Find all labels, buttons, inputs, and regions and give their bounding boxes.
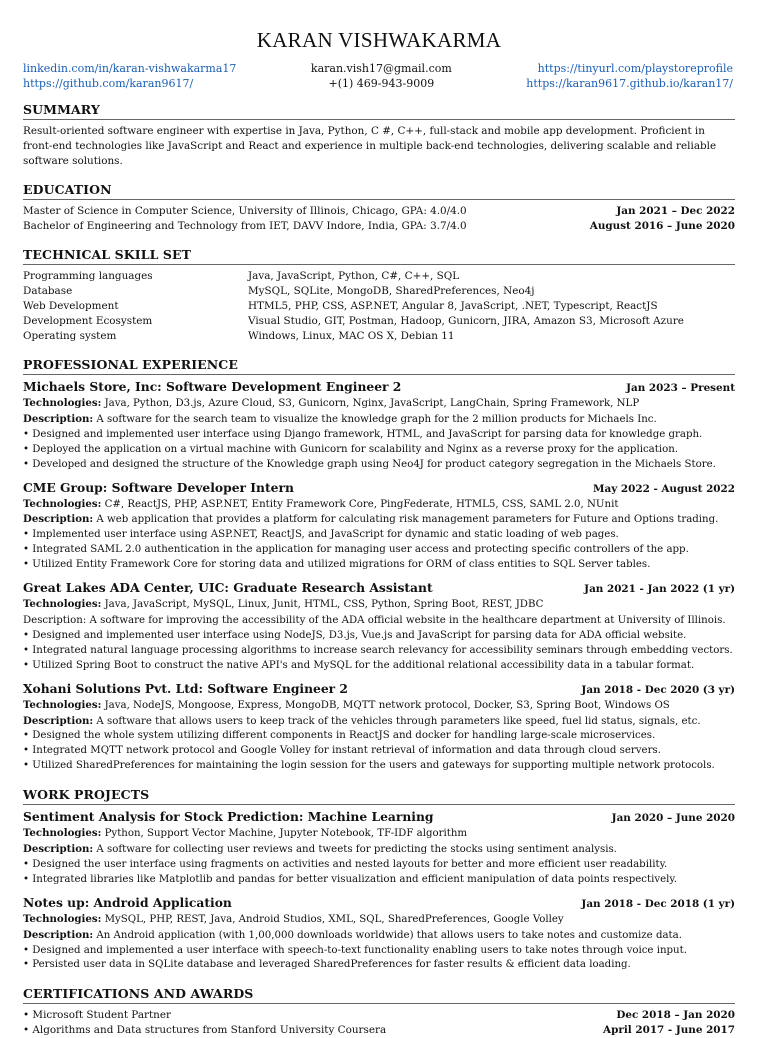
education-item xyxy=(23,219,735,234)
skill-value: Visual Studio, GIT, Postman, Hadoop, Gunicorn, JIRA, Amazon S3, Microsoft Azure xyxy=(248,315,684,327)
technologies-label: Technologies: xyxy=(23,497,102,510)
job-header xyxy=(23,681,735,698)
description-label: Description: xyxy=(23,928,94,941)
education-item xyxy=(23,204,735,219)
job-date: Jan 2018 - Dec 2020 (3 yr) xyxy=(581,683,735,696)
project-description xyxy=(23,928,735,944)
skill-label: Development Ecosystem xyxy=(23,315,153,327)
technologies-text: Java, Python, D3.js, Azure Cloud, S3, Gunicorn, Nginx, JavaScript, LangChain, Spring Framework, NLP xyxy=(101,398,640,409)
project-title: Notes up: Android Application xyxy=(23,894,232,910)
job-header xyxy=(23,480,735,497)
email-text: karan.vish17@gmail.com xyxy=(310,62,452,75)
job-title: CME Group: Software Developer Intern xyxy=(23,479,294,495)
project-date: Jan 2018 - Dec 2018 (1 yr) xyxy=(581,897,735,910)
project-technologies xyxy=(23,912,735,928)
description-label: Description: xyxy=(23,412,94,425)
project-technologies xyxy=(23,826,735,842)
linkedin-link[interactable]: linkedin.com/in/karan-vishwakarma17 xyxy=(23,62,237,75)
job-bullet: • Utilized SharedPreferences for maintaining the login session for the users and gateways for supporting multiple network protocols. xyxy=(23,760,715,772)
job-entry xyxy=(23,580,735,674)
skill-row xyxy=(23,314,735,329)
projects-heading: WORK PROJECTS xyxy=(23,787,735,805)
job-title: Michaels Store, Inc: Software Development Engineer 2 xyxy=(23,379,402,394)
skills-list xyxy=(23,269,735,344)
job-technologies xyxy=(23,698,735,714)
job-bullet: • Integrated SAML 2.0 authentication in the application for managing user access and protecting specific controllers of the app. xyxy=(23,544,689,556)
project-header xyxy=(23,895,735,912)
skill-row xyxy=(23,299,735,314)
resume-page xyxy=(23,28,735,1038)
skill-label: Programming languages xyxy=(23,270,153,282)
job-date: Jan 2023 – Present xyxy=(626,382,735,394)
project-header xyxy=(23,809,735,826)
summary-heading: SUMMARY xyxy=(23,102,735,120)
candidate-name: KARAN VISHWAKARMA xyxy=(256,28,502,52)
technologies-label: Technologies: xyxy=(23,827,102,840)
experience-heading: PROFESSIONAL EXPERIENCE xyxy=(23,357,735,375)
education-degree: Master of Science in Computer Science, University of Illinois, Chicago, GPA: 4.0/4.0 xyxy=(23,205,467,217)
technologies-label: Technologies: xyxy=(23,698,102,711)
contact-middle xyxy=(311,62,452,91)
job-bullet: • Integrated MQTT network protocol and Google Volley for instant retrieval of information and data through cloud servers. xyxy=(23,745,661,757)
job-description xyxy=(23,412,735,428)
job-bullet: • Integrated natural language processing algorithms to increase search relevancy for accessibility seminars through embedding vectors. xyxy=(23,644,733,656)
project-bullet: • Designed the user interface using fragments on activities and nested layouts for better and more efficient user readability. xyxy=(23,858,668,870)
job-technologies xyxy=(23,597,735,613)
project-entry xyxy=(23,809,735,888)
job-title: Xohani Solutions Pvt. Ltd: Software Engineer 2 xyxy=(23,680,348,696)
contact-left xyxy=(23,62,236,91)
education-date: August 2016 – June 2020 xyxy=(589,220,735,232)
job-description xyxy=(23,613,735,629)
skill-label: Operating system xyxy=(23,330,117,342)
education-heading: EDUCATION xyxy=(23,182,735,200)
description-label: Description: xyxy=(23,513,94,526)
playstore-link[interactable]: https://tinyurl.com/playstoreprofile xyxy=(537,62,733,75)
skill-label: Web Development xyxy=(23,300,119,312)
certifications-heading: CERTIFICATIONS AND AWARDS xyxy=(23,986,735,1004)
job-entry xyxy=(23,480,735,574)
job-header xyxy=(23,379,735,396)
job-bullet: • Implemented user interface using ASP.NET, ReactJS, and JavaScript for dynamic and static loading of web pages. xyxy=(23,529,619,541)
project-bullet: • Persisted user data in SQLite database and leveraged SharedPreferences for faster results & efficient data loading. xyxy=(23,959,631,971)
project-bullet: • Integrated libraries like Matplotlib and pandas for better visualization and efficient manipulation of data points respectively. xyxy=(23,873,678,885)
description-text: An Android application (with 1,00,000 downloads worldwide) that allows users to take notes and customize data. xyxy=(93,929,682,941)
job-entry xyxy=(23,379,735,473)
project-description xyxy=(23,842,735,858)
job-bullet: • Designed the whole system utilizing different components in ReactJS and docker for handling large-scale microservices. xyxy=(23,730,656,742)
skill-value: Java, JavaScript, Python, C#, C++, SQL xyxy=(248,270,460,282)
job-description xyxy=(23,512,735,528)
certification-text: • Algorithms and Data structures from Stanford University Coursera xyxy=(23,1024,387,1037)
skill-row xyxy=(23,329,735,344)
project-entry xyxy=(23,895,735,974)
description-text: A web application that provides a platform for calculating risk management parameters for Future and Options trading. xyxy=(93,514,719,526)
description-text: A software for collecting user reviews and tweets for predicting the stocks using sentiment analysis. xyxy=(93,844,617,856)
github-link[interactable]: https://github.com/karan9617/ xyxy=(23,76,194,90)
job-bullet: • Utilized Entity Framework Core for storing data and utilized migrations for ORM of class entities to SQL Server tables. xyxy=(23,559,651,571)
skills-heading: TECHNICAL SKILL SET xyxy=(23,247,735,265)
skill-value: MySQL, SQLite, MongoDB, SharedPreferences, Neo4j xyxy=(248,285,535,297)
job-bullet: • Developed and designed the structure of the Knowledge graph using Neo4J for product category segregation in the Michaels Store. xyxy=(23,458,716,470)
technologies-text: Python, Support Vector Machine, Jupyter Notebook, TF-IDF algorithm xyxy=(101,828,468,840)
skill-row xyxy=(23,269,735,284)
project-title: Sentiment Analysis for Stock Prediction: Machine Learning xyxy=(23,809,434,825)
certification-item xyxy=(23,1023,735,1038)
project-date: Jan 2020 – June 2020 xyxy=(611,812,735,825)
job-date: May 2022 - August 2022 xyxy=(593,482,735,495)
skill-row xyxy=(23,284,735,299)
job-title: Great Lakes ADA Center, UIC: Graduate Research Assistant xyxy=(23,580,433,596)
skill-value: HTML5, PHP, CSS, ASP.NET, Angular 8, JavaScript, .NET, Typescript, ReactJS xyxy=(248,300,658,312)
certifications-list xyxy=(23,1008,735,1038)
portfolio-link[interactable]: https://karan9617.github.io/karan17/ xyxy=(526,76,733,90)
job-header xyxy=(23,580,735,597)
description-label: Description: xyxy=(23,843,94,856)
job-bullet: • Utilized Spring Boot to construct the native API's and MySQL for the additional relational accessibility data in a tabular format. xyxy=(23,659,695,671)
job-description xyxy=(23,714,735,730)
skill-label: Database xyxy=(23,285,73,297)
technologies-text: Java, JavaScript, MySQL, Linux, Junit, HTML, CSS, Python, Spring Boot, REST, JDBC xyxy=(101,599,544,611)
job-date: Jan 2021 - Jan 2022 (1 yr) xyxy=(584,583,735,596)
technologies-text: C#, ReactJS, PHP, ASP.NET, Entity Framework Core, PingFederate, HTML5, CSS, SAML 2.0, NUnit xyxy=(101,498,619,510)
phone-text: +(1) 469-943-9009 xyxy=(328,76,435,90)
summary-text: Result-oriented software engineer with expertise in Java, Python, C #, C++, full-stack and mobile app development. Proficient in front-end technologies like JavaScript and React and experience in multiple back-end technologies, delivering scalable and reliable software solutions. xyxy=(23,125,717,167)
job-bullet: • Designed and implemented user interface using Django framework, HTML, and JavaScript for parsing data for knowledge graph. xyxy=(23,428,703,440)
job-entry xyxy=(23,681,735,775)
technologies-text: MySQL, PHP, REST, Java, Android Studios, XML, SQL, SharedPreferences, Google Volley xyxy=(101,913,564,925)
job-bullet: • Designed and implemented user interface using NodeJS, D3.js, Vue.js and JavaScript for parsing data for ADA official website. xyxy=(23,629,687,641)
description-text: Description: A software for improving the accessibility of the ADA official website in the healthcare department at University of Illinois. xyxy=(23,614,726,626)
education-list xyxy=(23,204,735,234)
skill-value: Windows, Linux, MAC OS X, Debian 11 xyxy=(248,330,455,342)
technologies-label: Technologies: xyxy=(23,598,102,611)
job-technologies xyxy=(23,396,735,412)
contact-bar xyxy=(23,62,735,91)
education-degree: Bachelor of Engineering and Technology from IET, DAVV Indore, India, GPA: 3.7/4.0 xyxy=(23,220,467,232)
description-text: A software that allows users to keep track of the vehicles through parameters like speed, fuel lid status, signals, etc. xyxy=(93,715,701,727)
certification-item xyxy=(23,1008,735,1023)
project-bullet: • Designed and implemented a user interface with speech-to-text functionality enabling users to take notes through voice input. xyxy=(23,944,687,956)
education-date: Jan 2021 – Dec 2022 xyxy=(616,205,735,217)
technologies-label: Technologies: xyxy=(23,912,102,925)
technologies-text: Java, NodeJS, Mongoose, Express, MongoDB, MQTT network protocol, Docker, S3, Spring Boot, Windows OS xyxy=(101,699,670,711)
job-bullet: • Deployed the application on a virtual machine with Gunicorn for scalability and Nginx as a reverse proxy for the application. xyxy=(23,443,679,455)
job-technologies xyxy=(23,497,735,513)
technologies-label: Technologies: xyxy=(23,397,102,409)
certification-date: April 2017 - June 2017 xyxy=(603,1024,735,1037)
description-text: A software for the search team to visualize the knowledge graph for the 2 million products for Michaels Inc. xyxy=(93,413,657,425)
certification-text: • Microsoft Student Partner xyxy=(23,1009,171,1022)
certification-date: Dec 2018 – Jan 2020 xyxy=(616,1009,735,1022)
contact-right xyxy=(526,62,735,91)
description-label: Description: xyxy=(23,714,94,727)
